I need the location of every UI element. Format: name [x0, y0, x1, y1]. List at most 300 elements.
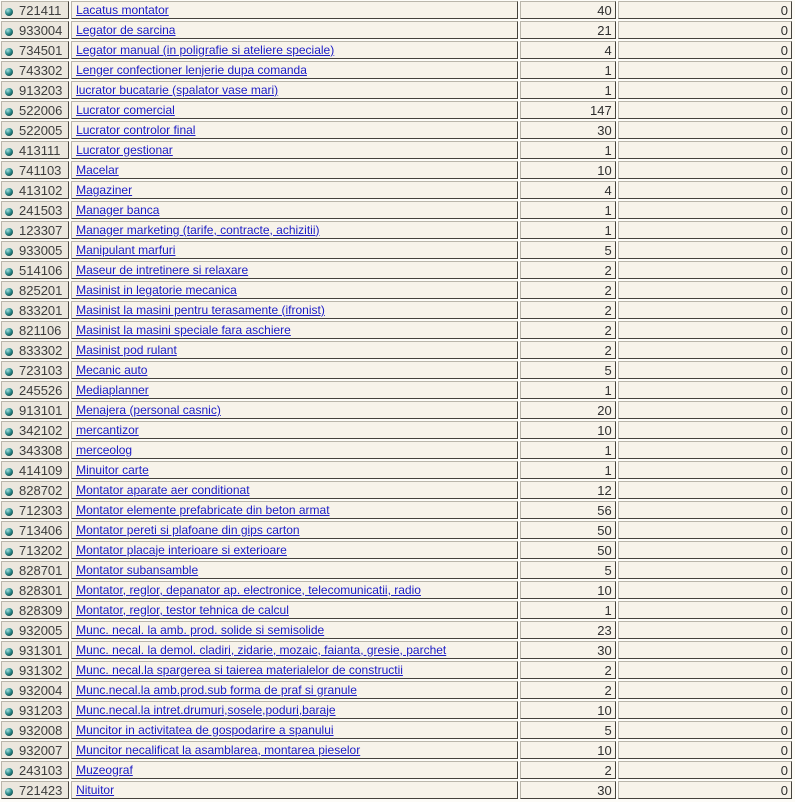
occupation-code: 933005 — [19, 242, 63, 258]
bullet-icon — [5, 288, 13, 296]
bullet-icon — [5, 568, 13, 576]
occupation-code: 414109 — [19, 462, 63, 478]
secondary-count-cell: 0 — [618, 621, 792, 639]
occupation-code: 743302 — [19, 62, 63, 78]
secondary-count-cell: 0 — [618, 141, 792, 159]
table-row — [1, 261, 792, 279]
secondary-count-cell: 0 — [618, 481, 792, 499]
secondary-count-cell: 0 — [618, 81, 792, 99]
occupation-title-cell — [71, 241, 518, 259]
occupation-code: 343308 — [19, 442, 63, 458]
occupation-title-cell — [71, 1, 518, 19]
vacancy-count-cell: 5 — [520, 721, 616, 739]
occupation-code-cell — [1, 241, 69, 259]
secondary-count-cell: 0 — [618, 661, 792, 679]
occupation-link[interactable]: Nituitor — [76, 782, 115, 797]
table-row — [1, 141, 792, 159]
table-row — [1, 561, 792, 579]
table-row — [1, 501, 792, 519]
table-row — [1, 481, 792, 499]
secondary-count-cell: 0 — [618, 401, 792, 419]
secondary-count-cell: 0 — [618, 421, 792, 439]
bullet-icon — [5, 628, 13, 636]
occupation-title-cell — [71, 381, 518, 399]
occupation-title-cell — [71, 441, 518, 459]
vacancy-count-cell: 5 — [520, 361, 616, 379]
secondary-count-cell: 0 — [618, 521, 792, 539]
vacancy-count-cell: 50 — [520, 521, 616, 539]
occupation-code-cell — [1, 581, 69, 599]
secondary-count-cell: 0 — [618, 341, 792, 359]
secondary-count-cell: 0 — [618, 461, 792, 479]
vacancy-count-cell: 30 — [520, 121, 616, 139]
table-row — [1, 461, 792, 479]
table-row — [1, 61, 792, 79]
occupation-link[interactable]: Legator de sarcina — [76, 22, 176, 37]
bullet-icon — [5, 508, 13, 516]
vacancy-count-cell: 1 — [520, 61, 616, 79]
occupation-link[interactable]: Munc. necal. la amb. prod. solide si semisolide — [76, 622, 325, 637]
occupation-code: 245526 — [19, 382, 63, 398]
occupation-code-cell — [1, 681, 69, 699]
occupation-link[interactable]: Muzeograf — [76, 762, 133, 777]
vacancy-count-cell: 20 — [520, 401, 616, 419]
bullet-icon — [5, 268, 13, 276]
occupation-link[interactable]: Muncitor in activitatea de gospodarire a spanului — [76, 722, 334, 737]
vacancy-count-cell: 2 — [520, 281, 616, 299]
occupation-code-cell — [1, 381, 69, 399]
secondary-count-cell: 0 — [618, 561, 792, 579]
bullet-icon — [5, 8, 13, 16]
table-row — [1, 441, 792, 459]
bullet-icon — [5, 728, 13, 736]
bullet-icon — [5, 448, 13, 456]
occupation-title-cell — [71, 281, 518, 299]
secondary-count-cell: 0 — [618, 581, 792, 599]
occupation-code: 932007 — [19, 742, 63, 758]
occupation-link[interactable]: Masinist pod rulant — [76, 342, 177, 357]
table-row — [1, 541, 792, 559]
vacancy-count-cell: 10 — [520, 161, 616, 179]
occupation-code: 713406 — [19, 522, 63, 538]
vacancy-count-cell: 10 — [520, 701, 616, 719]
bullet-icon — [5, 768, 13, 776]
vacancy-count-cell: 2 — [520, 661, 616, 679]
table-row — [1, 701, 792, 719]
bullet-icon — [5, 128, 13, 136]
occupation-code: 913203 — [19, 82, 63, 98]
table-row — [1, 321, 792, 339]
table-row — [1, 781, 792, 799]
occupation-title-cell — [71, 621, 518, 639]
vacancy-count-cell: 10 — [520, 741, 616, 759]
secondary-count-cell: 0 — [618, 321, 792, 339]
vacancy-count-cell: 1 — [520, 81, 616, 99]
bullet-icon — [5, 308, 13, 316]
vacancy-count-cell: 12 — [520, 481, 616, 499]
occupation-code: 828301 — [19, 582, 63, 598]
occupation-link[interactable]: Munc.necal.la amb.prod.sub forma de praf si granule — [76, 682, 357, 697]
secondary-count-cell: 0 — [618, 781, 792, 799]
occupation-code: 123307 — [19, 222, 63, 238]
occupation-code-cell — [1, 661, 69, 679]
table-row — [1, 1, 792, 19]
occupation-code: 931301 — [19, 642, 63, 658]
occupation-link[interactable]: Munc.necal.la intret.drumuri,sosele,poduri,baraje — [76, 702, 336, 717]
occupation-code-cell — [1, 541, 69, 559]
bullet-icon — [5, 428, 13, 436]
occupation-link[interactable]: Montator placaje interioare si exterioare — [76, 542, 287, 557]
bullet-icon — [5, 788, 13, 796]
occupation-code-cell — [1, 21, 69, 39]
occupation-title-cell — [71, 501, 518, 519]
secondary-count-cell: 0 — [618, 281, 792, 299]
occupation-title-cell — [71, 141, 518, 159]
vacancy-count-cell: 2 — [520, 261, 616, 279]
occupation-code-cell — [1, 641, 69, 659]
occupation-code: 712303 — [19, 502, 63, 518]
table-row — [1, 21, 792, 39]
vacancy-count-cell: 5 — [520, 241, 616, 259]
occupation-title-cell — [71, 561, 518, 579]
occupation-code-cell — [1, 721, 69, 739]
occupation-code: 933004 — [19, 22, 63, 38]
occupation-title-cell — [71, 681, 518, 699]
table-row — [1, 681, 792, 699]
vacancy-count-cell: 1 — [520, 441, 616, 459]
occupation-code: 932005 — [19, 622, 63, 638]
vacancy-count-cell: 147 — [520, 101, 616, 119]
table-row — [1, 741, 792, 759]
secondary-count-cell: 0 — [618, 161, 792, 179]
occupation-link[interactable]: Masinist la masini pentru terasamente (ifronist) — [76, 302, 325, 317]
bullet-icon — [5, 648, 13, 656]
occupation-code-cell — [1, 341, 69, 359]
vacancy-count-cell: 2 — [520, 341, 616, 359]
occupation-link[interactable]: Manipulant marfuri — [76, 242, 176, 257]
vacancy-count-cell: 23 — [520, 621, 616, 639]
bullet-icon — [5, 548, 13, 556]
vacancy-count-cell: 5 — [520, 561, 616, 579]
occupation-link[interactable]: Menajera (personal casnic) — [76, 402, 221, 417]
occupation-link[interactable]: Maseur de intretinere si relaxare — [76, 262, 249, 277]
occupation-code-cell — [1, 121, 69, 139]
occupation-code-cell — [1, 521, 69, 539]
occupation-title-cell — [71, 161, 518, 179]
occupation-code: 243103 — [19, 762, 63, 778]
secondary-count-cell: 0 — [618, 681, 792, 699]
vacancy-count-cell: 2 — [520, 681, 616, 699]
secondary-count-cell: 0 — [618, 381, 792, 399]
bullet-icon — [5, 328, 13, 336]
occupation-code: 932004 — [19, 682, 63, 698]
occupation-code-cell — [1, 261, 69, 279]
occupation-link[interactable]: Montator elemente prefabricate din beton armat — [76, 502, 330, 517]
occupation-code: 821106 — [19, 322, 62, 338]
bullet-icon — [5, 488, 13, 496]
occupation-link[interactable]: Muncitor necalificat la asamblarea, montarea pieselor — [76, 742, 361, 757]
occupation-link[interactable]: Manager marketing (tarife, contracte, achizitii) — [76, 222, 320, 237]
bullet-icon — [5, 108, 13, 116]
table-row — [1, 641, 792, 659]
vacancy-count-cell: 2 — [520, 321, 616, 339]
occupation-code-cell — [1, 461, 69, 479]
occupation-code: 721411 — [19, 2, 62, 18]
occupation-link[interactable]: merceolog — [76, 442, 133, 457]
occupation-link[interactable]: lucrator bucatarie (spalator vase mari) — [76, 82, 279, 97]
bullet-icon — [5, 248, 13, 256]
bullet-icon — [5, 368, 13, 376]
bullet-icon — [5, 28, 13, 36]
vacancy-count-cell: 40 — [520, 1, 616, 19]
occupation-link[interactable]: Montator, reglor, depanator ap. electronice, telecomunicatii, radio — [76, 582, 421, 597]
occupation-link[interactable]: Munc. necal.la spargerea si taierea materialelor de constructii — [76, 662, 403, 677]
vacancy-count-cell: 1 — [520, 381, 616, 399]
vacancy-count-cell: 21 — [520, 21, 616, 39]
occupation-title-cell — [71, 201, 518, 219]
occupation-code: 913101 — [19, 402, 63, 418]
bullet-icon — [5, 148, 13, 156]
table-row — [1, 381, 792, 399]
occupation-title-cell — [71, 701, 518, 719]
occupation-link[interactable]: Minuitor carte — [76, 462, 149, 477]
occupation-link[interactable]: Montator pereti si plafoane din gips carton — [76, 522, 300, 537]
bullet-icon — [5, 408, 13, 416]
secondary-count-cell: 0 — [618, 261, 792, 279]
occupation-title-cell — [71, 81, 518, 99]
table-row — [1, 281, 792, 299]
occupation-link[interactable]: Lucrator controlor final — [76, 122, 196, 137]
bullet-icon — [5, 668, 13, 676]
occupation-code: 828309 — [19, 602, 63, 618]
occupation-link[interactable]: Montator, reglor, testor tehnica de calcul — [76, 602, 289, 617]
occupation-title-cell — [71, 481, 518, 499]
vacancy-count-cell: 4 — [520, 41, 616, 59]
occupation-link[interactable]: Legator manual (in poligrafie si ateliere speciale) — [76, 42, 335, 57]
occupation-link[interactable]: Lucrator gestionar — [76, 142, 173, 157]
occupation-code-cell — [1, 621, 69, 639]
occupation-title-cell — [71, 601, 518, 619]
table-row — [1, 421, 792, 439]
occupation-code-cell — [1, 41, 69, 59]
occupation-code: 713202 — [19, 542, 63, 558]
occupation-title-cell — [71, 261, 518, 279]
secondary-count-cell: 0 — [618, 201, 792, 219]
occupation-code: 828702 — [19, 482, 63, 498]
vacancy-count-cell: 1 — [520, 601, 616, 619]
secondary-count-cell: 0 — [618, 181, 792, 199]
bullet-icon — [5, 168, 13, 176]
bullet-icon — [5, 228, 13, 236]
table-row — [1, 341, 792, 359]
occupation-code: 522006 — [19, 102, 63, 118]
occupation-code-cell — [1, 361, 69, 379]
occupation-link[interactable]: Manager banca — [76, 202, 160, 217]
occupation-title-cell — [71, 761, 518, 779]
secondary-count-cell: 0 — [618, 701, 792, 719]
occupation-link[interactable]: Montator aparate aer conditionat — [76, 482, 250, 497]
vacancy-count-cell: 1 — [520, 141, 616, 159]
bullet-icon — [5, 688, 13, 696]
occupation-title-cell — [71, 61, 518, 79]
table-row — [1, 601, 792, 619]
occupation-code-cell — [1, 561, 69, 579]
occupation-title-cell — [71, 21, 518, 39]
table-row — [1, 101, 792, 119]
occupation-code-cell — [1, 421, 69, 439]
occupation-link[interactable]: Lenger confectioner lenjerie dupa comanda — [76, 62, 307, 77]
occupation-title-cell — [71, 521, 518, 539]
occupation-code: 514106 — [19, 262, 63, 278]
table-row — [1, 221, 792, 239]
occupation-title-cell — [71, 661, 518, 679]
occupation-link[interactable]: Lucrator comercial — [76, 102, 175, 117]
occupation-title-cell — [71, 581, 518, 599]
occupation-link[interactable]: Munc. necal. la demol. cladiri, zidarie, mozaic, faianta, gresie, parchet — [76, 642, 447, 657]
occupation-title-cell — [71, 641, 518, 659]
bullet-icon — [5, 348, 13, 356]
vacancy-count-cell: 30 — [520, 641, 616, 659]
occupation-title-cell — [71, 41, 518, 59]
occupation-title-cell — [71, 461, 518, 479]
occupation-link[interactable]: Masinist in legatorie mecanica — [76, 282, 237, 297]
vacancy-count-cell: 1 — [520, 201, 616, 219]
occupation-code: 734501 — [19, 42, 63, 58]
occupation-title-cell — [71, 741, 518, 759]
secondary-count-cell: 0 — [618, 721, 792, 739]
occupation-link[interactable]: Macelar — [76, 162, 119, 177]
occupation-code: 931302 — [19, 662, 63, 678]
occupation-code-cell — [1, 601, 69, 619]
vacancy-count-cell: 1 — [520, 221, 616, 239]
occupation-code: 833302 — [19, 342, 63, 358]
table-row — [1, 361, 792, 379]
occupation-code-cell — [1, 701, 69, 719]
occupation-link[interactable]: Mecanic auto — [76, 362, 148, 377]
occupation-link[interactable]: Mediaplanner — [76, 382, 149, 397]
occupation-title-cell — [71, 341, 518, 359]
bullet-icon — [5, 528, 13, 536]
occupation-title-cell — [71, 781, 518, 799]
vacancy-count-cell: 1 — [520, 461, 616, 479]
table-row — [1, 181, 792, 199]
secondary-count-cell: 0 — [618, 221, 792, 239]
secondary-count-cell: 0 — [618, 301, 792, 319]
occupation-code-cell — [1, 481, 69, 499]
table-row — [1, 121, 792, 139]
occupation-title-cell — [71, 101, 518, 119]
bullet-icon — [5, 88, 13, 96]
occupation-code: 342102 — [19, 422, 63, 438]
table-row — [1, 721, 792, 739]
occupation-link[interactable]: Magaziner — [76, 182, 133, 197]
bullet-icon — [5, 68, 13, 76]
table-row — [1, 201, 792, 219]
occupation-title-cell — [71, 541, 518, 559]
secondary-count-cell: 0 — [618, 601, 792, 619]
occupation-code: 833201 — [19, 302, 63, 318]
bullet-icon — [5, 748, 13, 756]
vacancy-count-cell: 10 — [520, 421, 616, 439]
occupation-code: 413102 — [19, 182, 63, 198]
occupation-title-cell — [71, 221, 518, 239]
occupation-code-cell — [1, 61, 69, 79]
secondary-count-cell: 0 — [618, 361, 792, 379]
occupation-code-cell — [1, 781, 69, 799]
table-row — [1, 401, 792, 419]
table-row — [1, 161, 792, 179]
occupation-title-cell — [71, 181, 518, 199]
vacancy-count-cell: 56 — [520, 501, 616, 519]
occupation-title-cell — [71, 721, 518, 739]
occupation-code-cell — [1, 101, 69, 119]
occupation-code: 723103 — [19, 362, 63, 378]
occupation-code-cell — [1, 161, 69, 179]
occupation-title-cell — [71, 361, 518, 379]
secondary-count-cell: 0 — [618, 541, 792, 559]
occupation-title-cell — [71, 421, 518, 439]
occupation-link[interactable]: Montator subansamble — [76, 562, 199, 577]
occupations-table-body — [1, 1, 792, 799]
occupation-code-cell — [1, 281, 69, 299]
occupation-code: 932008 — [19, 722, 63, 738]
secondary-count-cell: 0 — [618, 641, 792, 659]
vacancy-count-cell: 2 — [520, 301, 616, 319]
table-row — [1, 581, 792, 599]
occupation-code-cell — [1, 501, 69, 519]
secondary-count-cell: 0 — [618, 241, 792, 259]
vacancy-count-cell: 2 — [520, 761, 616, 779]
occupation-code-cell — [1, 141, 69, 159]
bullet-icon — [5, 468, 13, 476]
secondary-count-cell: 0 — [618, 41, 792, 59]
table-row — [1, 81, 792, 99]
bullet-icon — [5, 208, 13, 216]
occupation-link[interactable]: mercantizor — [76, 422, 139, 437]
occupation-code-cell — [1, 761, 69, 779]
table-row — [1, 661, 792, 679]
occupation-code-cell — [1, 741, 69, 759]
occupation-link[interactable]: Masinist la masini speciale fara aschiere — [76, 322, 291, 337]
occupation-code: 721423 — [19, 782, 63, 798]
bullet-icon — [5, 188, 13, 196]
occupation-title-cell — [71, 401, 518, 419]
vacancy-count-cell: 4 — [520, 181, 616, 199]
vacancy-count-cell: 10 — [520, 581, 616, 599]
secondary-count-cell: 0 — [618, 61, 792, 79]
occupation-code: 931203 — [19, 702, 63, 718]
occupation-code-cell — [1, 401, 69, 419]
occupation-code: 741103 — [19, 162, 62, 178]
occupation-code-cell — [1, 321, 69, 339]
occupation-code: 241503 — [19, 202, 63, 218]
secondary-count-cell: 0 — [618, 761, 792, 779]
table-row — [1, 761, 792, 779]
occupation-code-cell — [1, 201, 69, 219]
occupation-code: 825201 — [19, 282, 63, 298]
occupation-link[interactable]: Lacatus montator — [76, 2, 169, 17]
bullet-icon — [5, 388, 13, 396]
secondary-count-cell: 0 — [618, 21, 792, 39]
occupation-title-cell — [71, 321, 518, 339]
secondary-count-cell: 0 — [618, 121, 792, 139]
table-row — [1, 621, 792, 639]
table-row — [1, 41, 792, 59]
table-row — [1, 521, 792, 539]
bullet-icon — [5, 708, 13, 716]
occupation-code-cell — [1, 221, 69, 239]
secondary-count-cell: 0 — [618, 1, 792, 19]
